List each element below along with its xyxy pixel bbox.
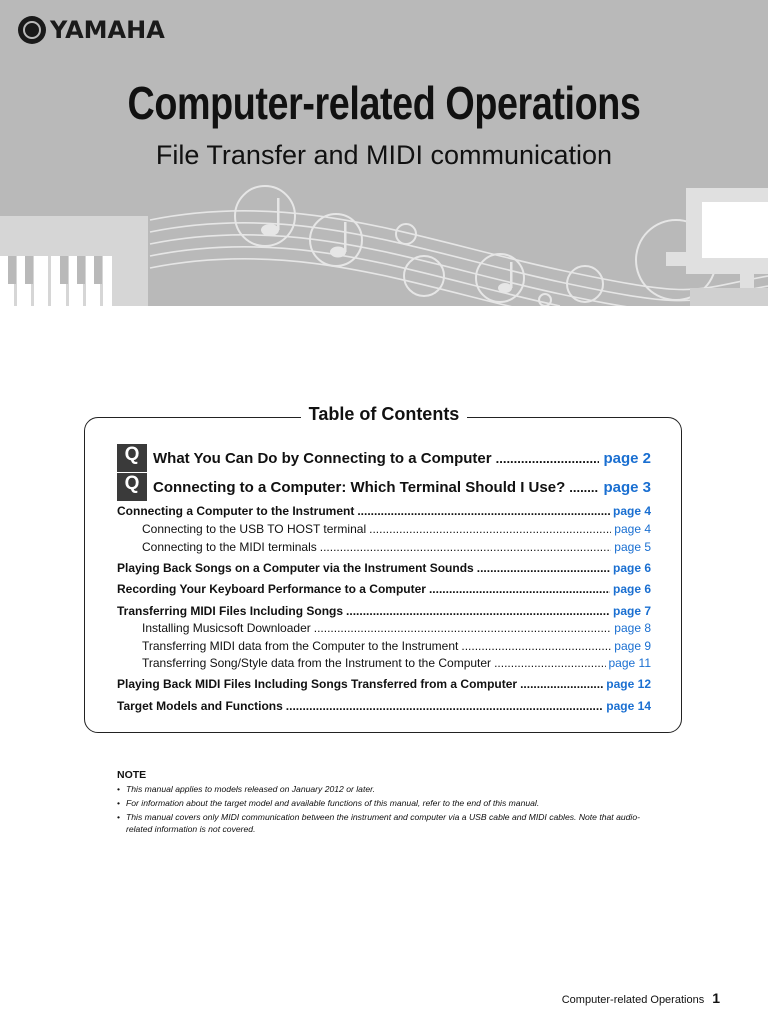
toc-page-link[interactable]: page 6	[612, 561, 651, 575]
toc-page-link[interactable]: page 4	[612, 504, 651, 518]
note-item: • For information about the target model and available functions of this manual, refer to the end of this manual.	[117, 797, 657, 809]
toc-entry-text: Transferring Song/Style data from the Instrument to the Computer	[142, 656, 492, 670]
toc-entry-text: Playing Back Songs on a Computer via the Instrument Sounds	[117, 561, 474, 575]
note-section	[117, 769, 657, 835]
dot-leader	[320, 540, 612, 554]
toc-entry[interactable]	[142, 656, 651, 672]
tuning-fork-logo-icon	[18, 16, 46, 44]
toc-entry-text: Recording Your Keyboard Performance to a Computer	[117, 582, 426, 596]
dot-leader	[569, 480, 599, 495]
dot-leader	[369, 522, 611, 536]
toc-page-link[interactable]: page 6	[612, 582, 651, 596]
dot-leader	[520, 677, 603, 691]
toc-entry[interactable]	[142, 621, 651, 637]
toc-entry[interactable]	[142, 540, 651, 556]
toc-page-link[interactable]: page 12	[606, 677, 651, 691]
q-badge-icon: Q	[117, 444, 147, 472]
note-heading: NOTE	[117, 769, 147, 781]
toc-page-link[interactable]: page 2	[603, 449, 651, 467]
yamaha-logo	[18, 16, 165, 44]
toc-entry[interactable]	[142, 522, 651, 538]
toc-entry[interactable]	[117, 504, 651, 520]
toc-entry-text: Playing Back MIDI Files Including Songs Transferred from a Computer	[117, 677, 518, 691]
toc-entry-text: Connecting a Computer to the Instrument	[117, 504, 355, 518]
toc-q-text: What You Can Do by Connecting to a Computer	[153, 449, 492, 467]
toc-page-link[interactable]: page 11	[608, 656, 651, 670]
toc-q-text: Connecting to a Computer: Which Terminal Should I Use?	[153, 478, 566, 496]
toc-entry-text: Transferring MIDI Files Including Songs	[117, 604, 344, 618]
page-footer	[562, 990, 720, 1006]
note-item: • This manual applies to models released on January 2012 or later.	[117, 783, 657, 795]
dot-leader	[477, 561, 610, 575]
toc-entry-text: Transferring MIDI data from the Computer to the Instrument	[142, 639, 459, 653]
toc-q-item[interactable]	[117, 445, 651, 471]
dot-leader	[429, 582, 610, 596]
toc-q-item[interactable]	[117, 474, 651, 500]
dot-leader	[286, 699, 604, 713]
toc-entry[interactable]	[117, 677, 651, 693]
brand-name: YAMAHA	[50, 16, 165, 44]
dot-leader	[496, 451, 600, 466]
toc-entry[interactable]	[117, 699, 651, 715]
dot-leader	[346, 604, 610, 618]
toc-page-link[interactable]: page 9	[614, 639, 651, 653]
toc-entry[interactable]	[142, 639, 651, 655]
toc-page-link[interactable]: page 7	[612, 604, 651, 618]
toc-entry-text: Installing Musicsoft Downloader	[142, 621, 311, 635]
toc-page-link[interactable]: page 4	[614, 522, 651, 536]
toc-page-link[interactable]: page 14	[606, 699, 651, 713]
dot-leader	[494, 656, 605, 670]
toc-page-link[interactable]: page 8	[614, 621, 651, 635]
footer-title: Computer-related Operations	[561, 994, 705, 1006]
page-title: Computer-related Operations	[127, 77, 641, 129]
toc-page-link[interactable]: page 5	[614, 540, 651, 554]
music-decoration	[0, 180, 768, 306]
toc-entry[interactable]	[117, 582, 651, 598]
dot-leader	[357, 504, 610, 518]
toc-entry-text: Target Models and Functions	[117, 699, 283, 713]
toc-entry-text: Connecting to the USB TO HOST terminal	[142, 522, 367, 536]
cover-header	[0, 0, 768, 306]
toc-heading-text: Table of Contents	[301, 404, 468, 424]
page-number: 1	[712, 990, 720, 1006]
note-item: • This manual covers only MIDI communication between the instrument and computer via a USB cable and MIDI cables. Note that audio-related information is not covered.	[117, 811, 657, 835]
page-subtitle: File Transfer and MIDI communication	[155, 140, 613, 170]
toc-page-link[interactable]: page 3	[603, 478, 651, 496]
q-badge-icon: Q	[117, 473, 147, 501]
toc-entry[interactable]	[117, 604, 651, 620]
toc-entry-text: Connecting to the MIDI terminals	[142, 540, 317, 554]
dot-leader	[314, 621, 612, 635]
toc-entry[interactable]	[117, 561, 651, 577]
dot-leader	[461, 639, 611, 653]
